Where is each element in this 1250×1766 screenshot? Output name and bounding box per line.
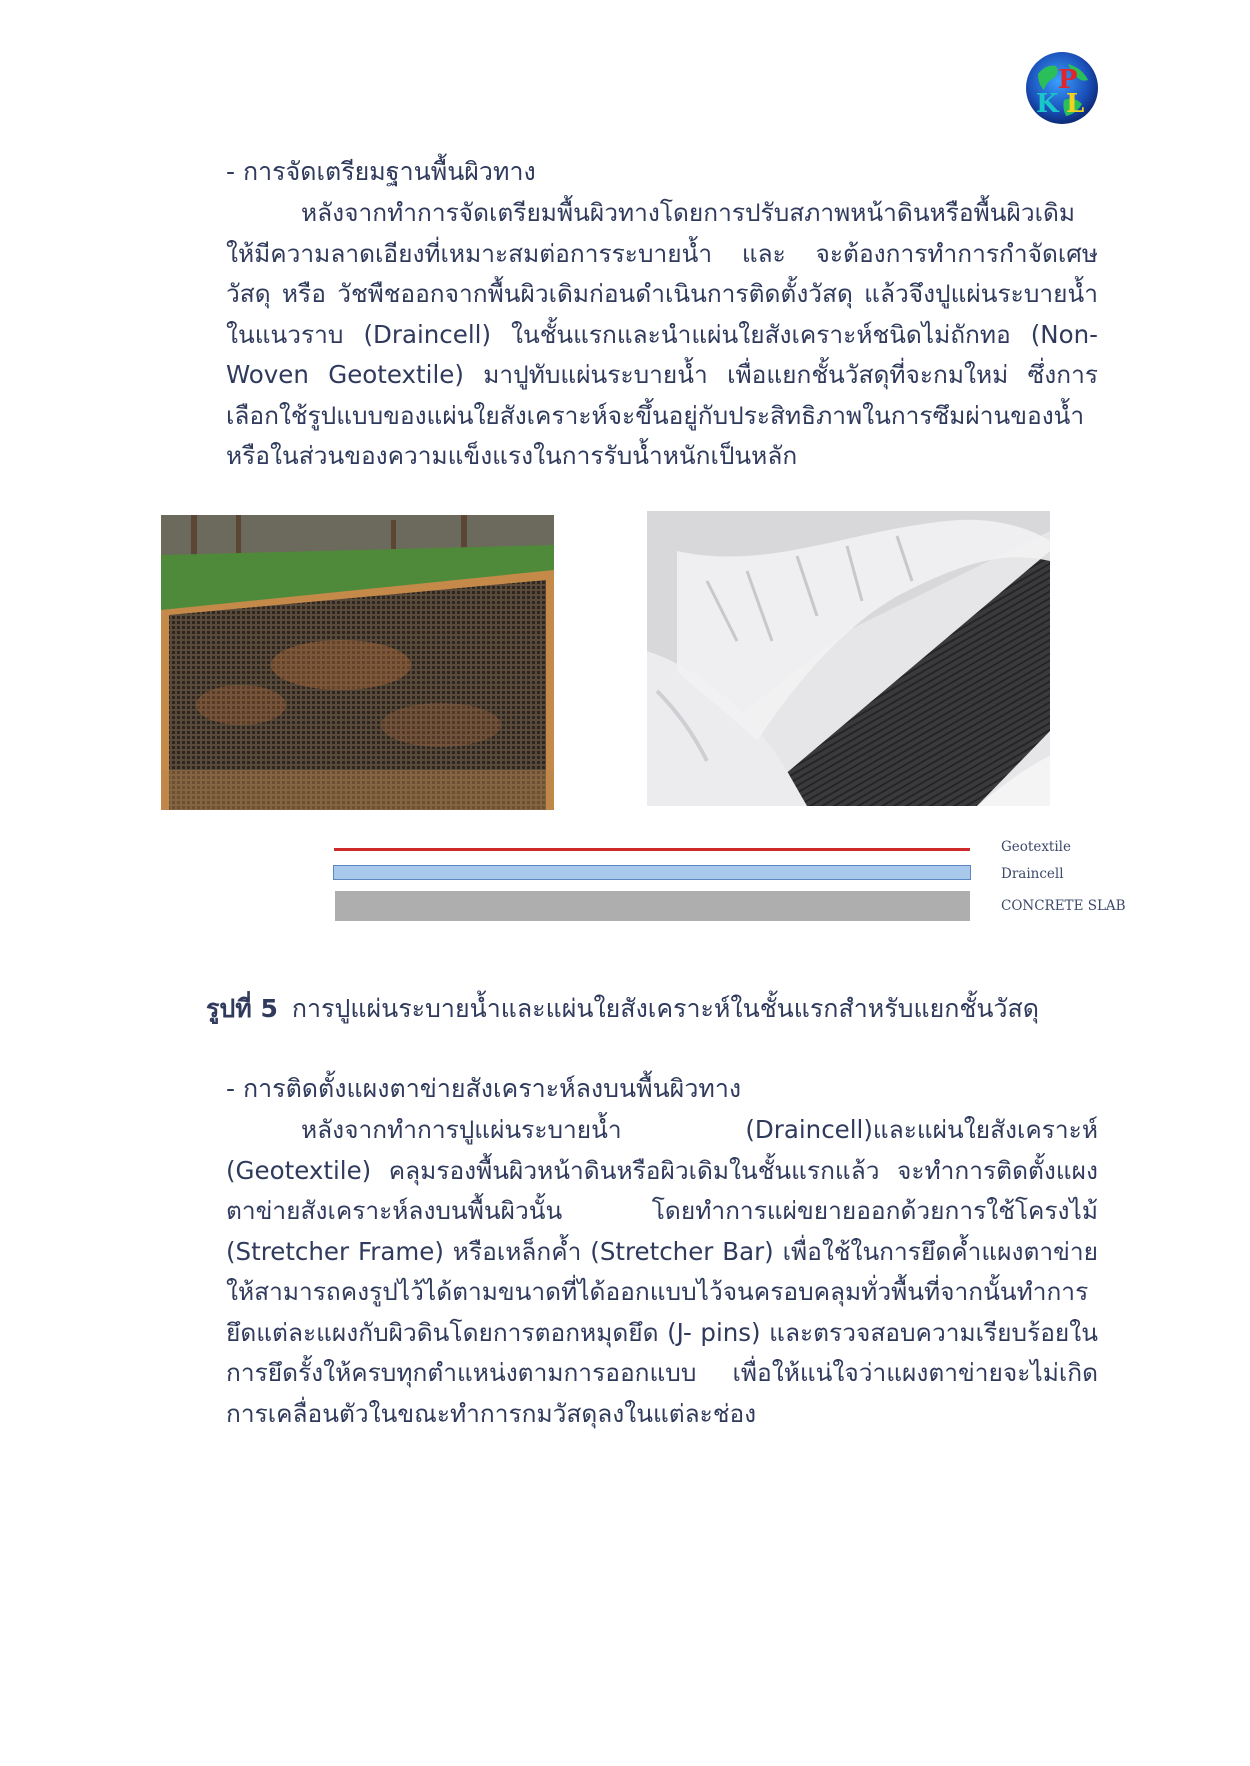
section-paragraph-base-preparation	[226, 193, 1098, 477]
diagram-layer-draincell	[333, 865, 971, 880]
photo-draincell-on-ground	[161, 515, 554, 810]
section-paragraph-mesh-installation	[226, 1110, 1098, 1434]
photo-geotextile-over-draincell	[647, 511, 1050, 806]
paragraph-text: หลังจากทำการปูแผ่นระบายน้ำ (Draincell)และแผ่นใยสังเคราะห์ (Geotextile) คลุมรองพื้นผิวหน้าดินหรือผิวเดิมในชั้นแรกแล้ว จะทำการติดตั้งแผงตาข่ายสังเคราะห์ลงบนพื้นผิวนั้น โดยทำการแผ่ขยายออกด้วยการใช้โครงไม้ (Stretcher Frame) หรือเหล็กค้ำ (Stretcher Bar) เพื่อใช้ในการยึดค้ำแผงตาข่ายให้สามารถคงรูปไว้ได้ตามขนาดที่ได้ออกแบบไว้จนครอบคลุมทั่วพื้นที่จากนั้นทำการยึดแต่ละแผงกับผิวดินโดยการตอกหมุดยึด (J- pins) และตรวจสอบความเรียบร้อยในการยึดรั้งให้ครบทุกตำแหน่งตามการออกแบบ เพื่อให้แน่ใจว่าแผงตาข่ายจะไม่เกิดการเคลื่อนตัวในขณะทำการกมวัสดุลงในแต่ละช่อง	[226, 1115, 1098, 1428]
diagram-layer-geotextile	[334, 848, 970, 851]
figure-caption-text: การปูแผ่นระบายน้ำและแผ่นใยสังเคราะห์ในชั้นแรกสำหรับแยกชั้นวัสดุ	[291, 994, 1040, 1023]
logo-letter-p: P	[1058, 65, 1078, 95]
paragraph-text: หลังจากทำการจัดเตรียมพื้นผิวทางโดยการปรับสภาพหน้าดินหรือพื้นผิวเดิมให้มีความลาดเอียงที่เหมาะสมต่อการระบายน้ำ และ จะต้องการทำการกำจัดเศษวัสดุ หรือ วัชพืชออกจากพื้นผิวเดิมก่อนดำเนินการติดตั้งวัสดุ แล้วจึงปูแผ่นระบายน้ำในแนวราบ (Draincell) ในชั้นแรกและนำแผ่นใยสังเคราะห์ชนิดไม่ถักทอ (Non-Woven Geotextile) มาปูทับแผ่นระบายน้ำ เพื่อแยกชั้นวัสดุที่จะกมใหม่ ซึ่งการเลือกใช้รูปแบบของแผ่นใยสังเคราะห์จะขึ้นอยู่กับประสิทธิภาพในการซึมผ่านของน้ำหรือในส่วนของความแข็งแรงในการรับน้ำหนักเป็นหลัก	[226, 198, 1098, 470]
diagram-label-concrete-slab: CONCRETE SLAB	[1001, 898, 1126, 914]
diagram-label-draincell: Draincell	[1001, 866, 1064, 882]
logo-letter-l: L	[1066, 89, 1085, 119]
section-heading-mesh-installation: - การติดตั้งแผงตาข่ายสังเคราะห์ลงบนพื้นผิวทาง	[226, 1074, 742, 1103]
diagram-label-geotextile: Geotextile	[1001, 839, 1071, 855]
section-heading-base-preparation: - การจัดเตรียมฐานพื้นผิวทาง	[226, 157, 536, 186]
figure-number: รูปที่ 5	[206, 994, 278, 1023]
pkl-logo	[1024, 50, 1100, 126]
figure-caption	[206, 989, 1039, 1029]
logo-letter-k: K	[1036, 89, 1059, 119]
diagram-layer-concrete-slab	[335, 891, 970, 921]
